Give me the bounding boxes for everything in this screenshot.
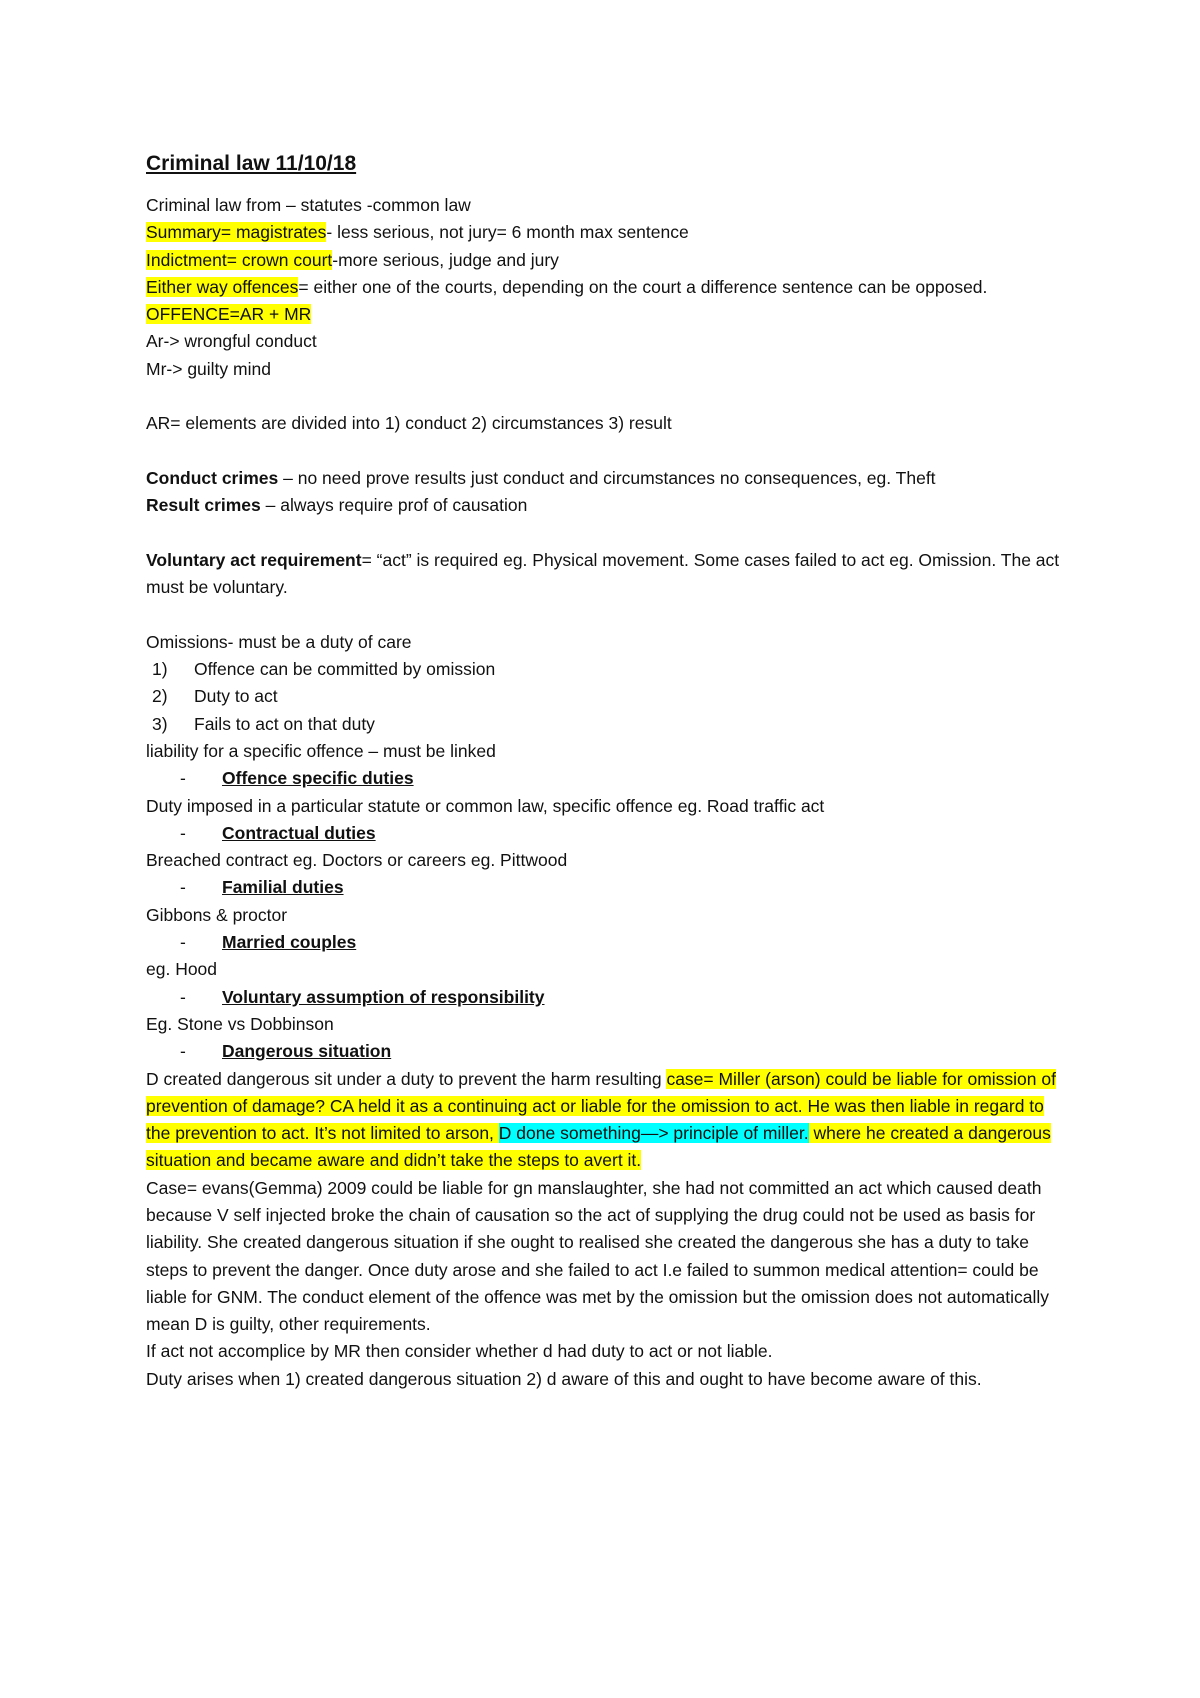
heading-text: Contractual duties <box>222 822 376 843</box>
spacer <box>146 438 1066 465</box>
list-item <box>146 683 1066 710</box>
duty-heading <box>146 765 1066 792</box>
bullet-dash: - <box>180 986 186 1007</box>
duty-arises-paragraph: Duty arises when 1) created dangerous situation 2) d aware of this and ought to have become aware of this. <box>146 1368 982 1389</box>
bullet-dash: - <box>180 822 186 843</box>
bullet-dash: - <box>180 932 186 953</box>
offence-line <box>146 301 1066 328</box>
spacer <box>146 601 1066 628</box>
duty-heading <box>146 929 1066 956</box>
bullet-dash: - <box>180 1041 186 1062</box>
duty-text: Gibbons & proctor <box>146 904 288 925</box>
miller-principle-highlight: D done something—> principle of miller. <box>498 1123 809 1144</box>
mr-paragraph: If act not accomplice by MR then consider whether d had duty to act or not liable. <box>146 1341 773 1362</box>
spacer <box>146 520 1066 547</box>
offence-highlight: OFFENCE=AR + MR <box>146 304 312 325</box>
list-item <box>146 711 1066 738</box>
either-way-text: = either one of the courts, depending on the court a difference sentence can be opposed. <box>298 276 988 297</box>
voluntary-act-line <box>146 547 1066 602</box>
list-item <box>146 656 1066 683</box>
either-way-line <box>146 274 1066 301</box>
bullet-dash: - <box>180 877 186 898</box>
ar-elements-line: AR= elements are divided into 1) conduct 2) circumstances 3) result <box>146 413 672 434</box>
result-crimes-text: – always require prof of causation <box>260 495 528 516</box>
list-text: Fails to act on that duty <box>194 713 375 734</box>
summary-line <box>146 219 1066 246</box>
indictment-highlight: Indictment= crown court <box>146 249 333 270</box>
heading-text: Married couples <box>222 932 357 953</box>
duty-heading <box>146 874 1066 901</box>
heading-text: Voluntary assumption of responsibility <box>222 986 545 1007</box>
heading-text: Familial duties <box>222 877 344 898</box>
miller-highlight-end: where he created a dangerous situation and became aware and didn’t take the steps to avert it. <box>146 1123 1051 1171</box>
miller-intro: D created dangerous sit under a duty to prevent the harm resulting <box>146 1068 667 1089</box>
conduct-crimes-text: – no need prove results just conduct and circumstances no consequences, eg. Theft <box>278 467 936 488</box>
result-crimes-term: Result crimes <box>146 495 261 516</box>
list-text: Offence can be committed by omission <box>194 659 496 680</box>
result-crimes-line <box>146 492 1066 519</box>
duty-text: Duty imposed in a particular statute or common law, specific offence eg. Road traffic act <box>146 795 825 816</box>
heading-text: Dangerous situation <box>222 1041 392 1062</box>
ar-line: Ar-> wrongful conduct <box>146 331 317 352</box>
conduct-crimes-term: Conduct crimes <box>146 467 279 488</box>
list-number: 3) <box>152 713 168 734</box>
indictment-line <box>146 247 1066 274</box>
page-title: Criminal law 11/10/18 <box>146 152 357 175</box>
either-way-highlight: Either way offences <box>146 276 299 297</box>
liability-line: liability for a specific offence – must be linked <box>146 740 496 761</box>
summary-highlight: Summary= magistrates <box>146 222 327 243</box>
spacer <box>146 383 1066 410</box>
mr-line: Mr-> guilty mind <box>146 358 271 379</box>
duty-text: Breached contract eg. Doctors or careers eg. Pittwood <box>146 850 568 871</box>
voluntary-act-term: Voluntary act requirement <box>146 549 362 570</box>
list-number: 2) <box>152 686 168 707</box>
sources-line: Criminal law from – statutes -common law <box>146 195 471 215</box>
omissions-line: Omissions- must be a duty of care <box>146 631 412 652</box>
heading-text: Offence specific duties <box>222 768 414 789</box>
duty-heading <box>146 1038 1066 1065</box>
bullet-dash: - <box>180 768 186 789</box>
duty-heading <box>146 984 1066 1011</box>
document-page <box>146 148 1066 1393</box>
duty-text: eg. Hood <box>146 959 218 980</box>
evans-paragraph: Case= evans(Gemma) 2009 could be liable for gn manslaughter, she had not committed an act which caused death because V self injected broke the chain of causation so the act of supplying the drug could not be used as basis for liability. She created dangerous situation if she ought to realised she created the dangerous she has a duty to take steps to prevent the danger. Once duty arose and she failed to act I.e failed to summon medical attention= could be liable for GNM. The conduct element of the offence was met by the omission but the omission does not automatically mean D is guilty, other requirements. <box>146 1177 1050 1335</box>
voluntary-act-text: = “act” is required eg. Physical movement. Some cases failed to act eg. Omission. The act must be voluntary. <box>146 549 1060 598</box>
list-text: Duty to act <box>194 686 278 707</box>
list-number: 1) <box>152 659 168 680</box>
duty-heading <box>146 820 1066 847</box>
indictment-text: -more serious, judge and jury <box>332 249 559 270</box>
summary-text: - less serious, not jury= 6 month max sentence <box>326 222 689 243</box>
duty-text: Eg. Stone vs Dobbinson <box>146 1013 334 1034</box>
conduct-crimes-line <box>146 465 1066 492</box>
miller-highlight: case= Miller (arson) could be liable for omission of prevention of damage? CA held it as a continuing act or liable for the omission to act. He was then liable in regard to the prevention to act. It’s not limited to arson, <box>146 1068 1056 1144</box>
miller-paragraph <box>146 1066 1066 1175</box>
